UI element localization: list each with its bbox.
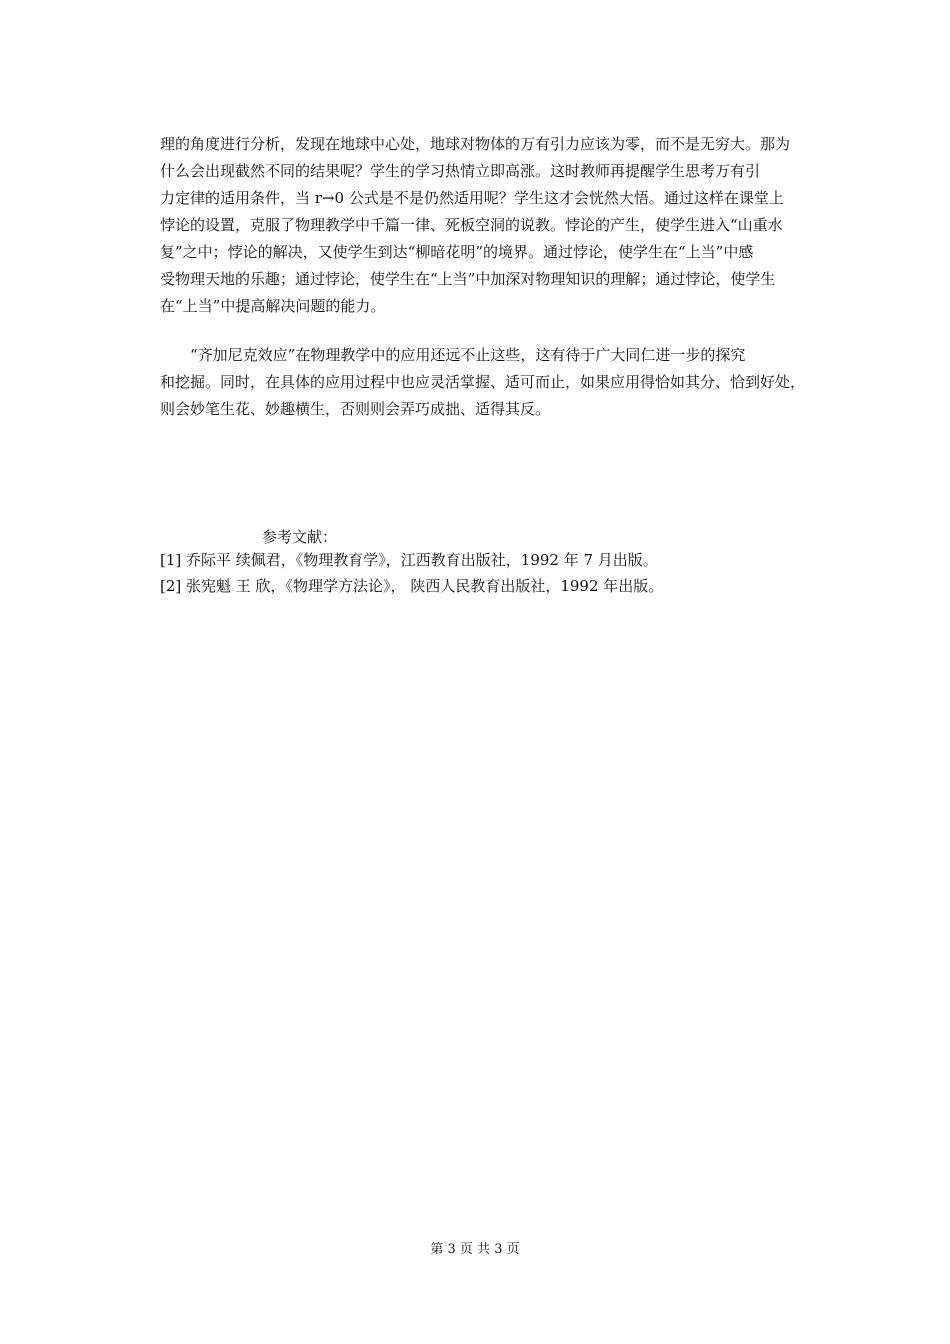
paragraph-1-line-6: 受物理天地的乐趣；通过悖论，使学生在“上当”中加深对物理知识的理解；通过悖论，使学生 [160,270,776,288]
paragraph-2-line-3: 则会妙笔生花、妙趣横生，否则则会弄巧成拙、适得其反。 [160,400,551,418]
paragraph-2-line-1: “齐加尼克效应”在物理教学中的应用还远不止这些，这有待于广大同仁进一步的探究 [190,346,746,364]
paragraph-1-line-4: 悖论的设置，克服了物理教学中千篇一律、死板空洞的说教。悖论的产生，使学生进入“山重水 [160,216,783,234]
page-number-footer: 第 3 页 共 3 页 [430,1242,520,1257]
paragraph-1-line-2: 什么会出现截然不同的结果呢？学生的学习热情立即高涨。这时教师再提醒学生思考万有引 [160,162,761,180]
paragraph-1-line-1: 理的角度进行分析，发现在地球中心处，地球对物体的万有引力应该为零，而不是无穷大。那为 [160,135,791,153]
references-heading: 参考文献： [262,528,338,546]
reference-item-1: [1] 乔际平 续佩君，《物理教育学》，江西教育出版社，1992 年 7 月出版。 [160,551,658,569]
paragraph-2-line-2: 和挖掘。同时，在具体的应用过程中也应灵活掌握、适可而止，如果应用得恰如其分、恰到好处， [160,373,806,391]
paragraph-1-line-7: 在“上当”中提高解决问题的能力。 [160,297,386,315]
reference-item-2: [2] 张宪魁 王 欣，《物理学方法论》， 陕西人民教育出版社，1992 年出版。 [160,577,664,595]
paragraph-1-line-5: 复”之中；悖论的解决，又使学生到达“柳暗花明”的境界。通过悖论，使学生在“上当”中感 [160,243,754,261]
paragraph-1-line-3: 力定律的适用条件，当 r→0 公式是不是仍然适用呢？学生这才会恍然大悟。通过这样在课堂上 [160,189,784,207]
